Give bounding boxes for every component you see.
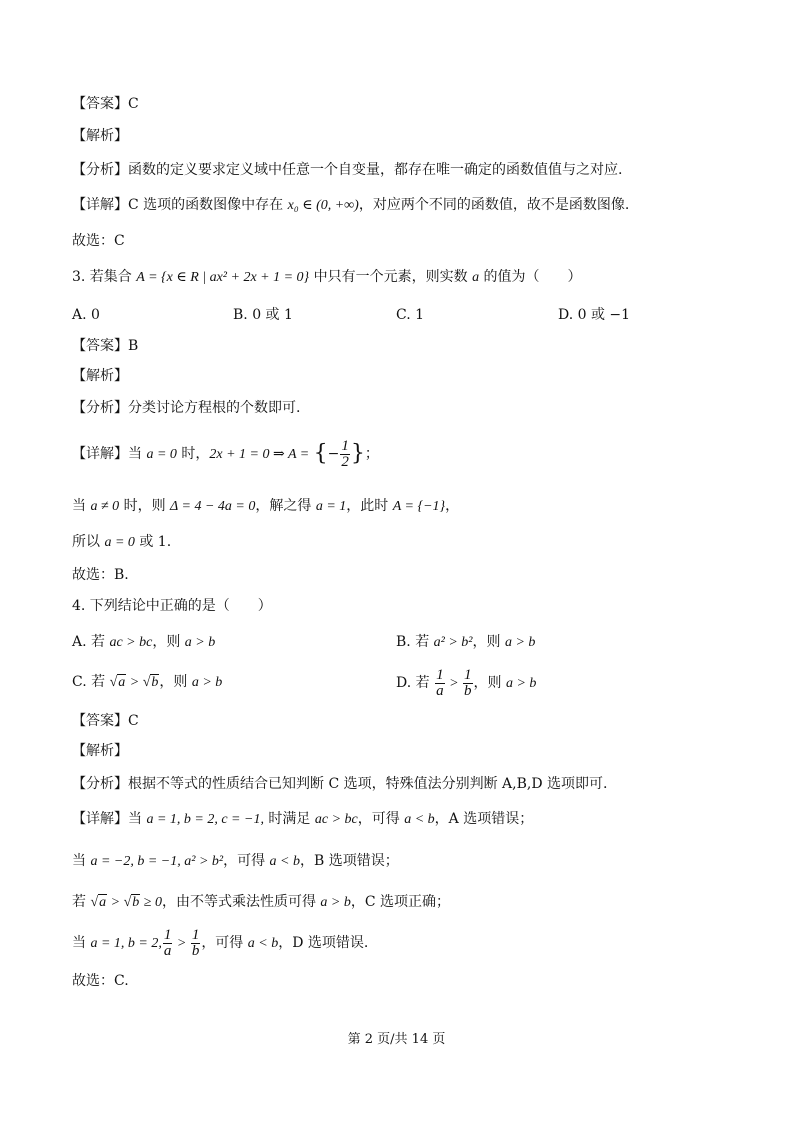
fraction-denominator: b (464, 682, 472, 699)
q2-analysis-line (72, 126, 128, 146)
sqrt-a: √a (90, 895, 107, 910)
detail-math-2: 2x + 1 = 0 ⇒ A = (209, 447, 310, 462)
text: ，A 选项错误； (434, 811, 534, 827)
answer-value: B (128, 338, 139, 354)
text: ，则 (472, 634, 505, 650)
fraction (435, 668, 445, 699)
fraction (191, 928, 201, 959)
fenxi-tag: 【分析】 (72, 776, 128, 792)
math: ac > bc (314, 812, 358, 827)
gt: > (445, 676, 463, 691)
q2-fenxi-line (72, 160, 622, 180)
page-footer: 第 2 页/共 14 页 (347, 1032, 446, 1047)
text: ，此时 (346, 498, 393, 514)
detail-tag: 【详解】 (72, 197, 128, 213)
fraction (163, 928, 173, 959)
text: 时满足 (263, 811, 315, 827)
detail-text-end: ，对应两个不同的函数值，故不是函数图像. (358, 197, 630, 213)
text: ，可得 (201, 935, 248, 951)
text: ， (445, 498, 460, 514)
stem-var: a (472, 270, 480, 285)
fraction-numerator: 1 (436, 666, 444, 683)
analysis-tag: 【解析】 (72, 368, 128, 384)
math: ac > bc (109, 635, 153, 650)
choice-text: 故选：C. (72, 973, 129, 989)
text: 当 (72, 853, 91, 869)
q3-answer-line (72, 336, 138, 356)
math-a-eq-1: a = 1 (315, 499, 347, 514)
q4-fenxi-line (72, 774, 608, 794)
text: 若 (72, 894, 91, 910)
detail-end: ； (364, 446, 379, 462)
fraction-denominator: b (191, 942, 200, 959)
q3-detail-line-3 (72, 532, 171, 553)
fraction-denominator: 2 (341, 453, 349, 470)
math: a > b (191, 675, 223, 690)
q2-choice-line (72, 231, 125, 251)
text: ，解之得 (255, 498, 316, 514)
right-brace: } (350, 441, 365, 466)
math: a > b (184, 635, 216, 650)
math: a > b (320, 895, 351, 910)
detail-math: x₀ ∈ (0, +∞) (287, 198, 359, 213)
q3-option-d: D. 0 或 −1 (558, 307, 631, 323)
fraction-numerator: 1 (464, 666, 472, 683)
q3-stem (72, 267, 582, 288)
fenxi-text: 根据不等式的性质结合已知判断 C 选项，特殊值法分别判断 A,B,D 选项即可. (128, 776, 608, 792)
stem-text: 4. 下列结论中正确的是（ ） (72, 598, 272, 614)
radicand: b (132, 895, 140, 910)
fraction (463, 668, 473, 699)
q2-answer-line (72, 94, 139, 114)
text: 当 (72, 498, 91, 514)
q4-option-c (72, 672, 222, 693)
fenxi-text: 函数的定义要求定义域中任意一个自变量，都存在唯一确定的函数值值与之对应. (128, 162, 623, 178)
text: ，则 (152, 634, 185, 650)
detail-text: C 选项的函数图像中存在 (128, 197, 288, 213)
math: a > b (505, 676, 537, 691)
text: B. 若 (396, 634, 434, 650)
answer-value: C (128, 96, 139, 112)
stem-math: A = {x ∈ R | ax² + 2x + 1 = 0} (136, 270, 310, 285)
fraction-numerator: 1 (341, 437, 349, 454)
answer-tag: 【答案】 (72, 96, 128, 112)
analysis-tag: 【解析】 (72, 743, 128, 759)
sqrt-b: √b (123, 895, 140, 910)
q2-detail-line (72, 195, 629, 216)
q3-detail-line (72, 437, 379, 472)
q4-detail-line-3 (72, 892, 450, 913)
q4-option-a (72, 632, 215, 653)
q3-detail-line-2 (72, 496, 459, 517)
math: a = −2, b = −1, a² > b² (90, 854, 224, 869)
radicand: b (151, 675, 159, 690)
q3-choice-line (72, 565, 129, 585)
radicand: a (99, 895, 107, 910)
q4-stem (72, 596, 272, 616)
q4-option-b (396, 632, 535, 653)
math: a = 1, b = 2, (90, 936, 162, 951)
q3-option-b: B. 0 或 1 (233, 307, 293, 323)
math-set: A = {−1} (392, 499, 446, 514)
text: ，B 选项错误； (300, 853, 399, 869)
q4-answer-line (72, 711, 139, 731)
text: D. 若 (396, 675, 435, 691)
fraction-numerator: 1 (191, 926, 200, 943)
gt: > (107, 895, 124, 910)
q3-option-c: C. 1 (396, 307, 425, 323)
fenxi-text: 分类讨论方程根的个数即可. (128, 400, 301, 416)
text: A. 若 (72, 634, 110, 650)
q4-analysis-line (72, 741, 128, 761)
detail-tag: 【详解】 (72, 811, 128, 827)
text: C. 若 (72, 674, 110, 690)
fraction-denominator: a (436, 682, 444, 699)
q3-fenxi-line (72, 398, 300, 418)
math: a = 1, b = 2, c = −1, (146, 812, 264, 827)
stem-text-3: 的值为（ ） (479, 269, 582, 285)
text: ，D 选项错误. (278, 935, 369, 951)
detail-text-2: 时， (176, 446, 210, 462)
radicand: a (118, 675, 126, 690)
text: 所以 (72, 534, 105, 550)
math: a > b (504, 635, 536, 650)
sqrt-b: √b (142, 675, 159, 690)
detail-tag: 【详解】 (72, 446, 128, 462)
math: a² > b² (433, 635, 473, 650)
q4-choice-line (72, 971, 129, 991)
q4-detail-line-4 (72, 926, 368, 961)
ge-zero: ≥ 0 (140, 895, 162, 910)
q3-option-a: A. 0 (72, 307, 100, 323)
choice-text: 故选：C (72, 233, 125, 249)
text: ，可得 (223, 853, 270, 869)
answer-value: C (128, 713, 139, 729)
q4-detail-line-2 (72, 851, 399, 872)
q3-analysis-line (72, 366, 128, 386)
sqrt-a: √a (109, 675, 126, 690)
math: a < b (269, 854, 300, 869)
answer-tag: 【答案】 (72, 338, 128, 354)
math-a-eq-0: a = 0 (104, 535, 135, 550)
fenxi-tag: 【分析】 (72, 400, 128, 416)
detail-text: 当 (128, 446, 147, 462)
answer-tag: 【答案】 (72, 713, 128, 729)
math-a-neq-0: a ≠ 0 (90, 499, 120, 514)
text: ，则 (159, 674, 192, 690)
minus-sign: − (327, 446, 340, 462)
math-delta: Δ = 4 − 4a = 0 (170, 499, 256, 514)
text: ，由不等式乘法性质可得 (161, 894, 321, 910)
q4-option-d (396, 666, 536, 701)
text: ，则 (473, 675, 506, 691)
q4-detail-line-1 (72, 809, 533, 830)
fraction (340, 439, 350, 470)
text: 或 1. (134, 534, 172, 550)
gt: > (126, 675, 143, 690)
text: ，C 选项正确； (350, 894, 451, 910)
fenxi-tag: 【分析】 (72, 162, 128, 178)
fraction-numerator: 1 (163, 926, 172, 943)
detail-math-1: a = 0 (146, 447, 177, 462)
text: 时，则 (119, 498, 171, 514)
math: a < b (404, 812, 435, 827)
text: 当 (128, 811, 147, 827)
text: ，可得 (357, 811, 405, 827)
gt: > (173, 936, 190, 951)
fraction-denominator: a (163, 942, 172, 959)
stem-text-2: 中只有一个元素，则实数 (309, 269, 473, 285)
left-brace: { (313, 441, 328, 466)
choice-text: 故选：B. (72, 567, 129, 583)
math: a < b (247, 936, 279, 951)
text: 当 (72, 935, 91, 951)
stem-text: 3. 若集合 (72, 269, 137, 285)
analysis-tag: 【解析】 (72, 128, 128, 144)
